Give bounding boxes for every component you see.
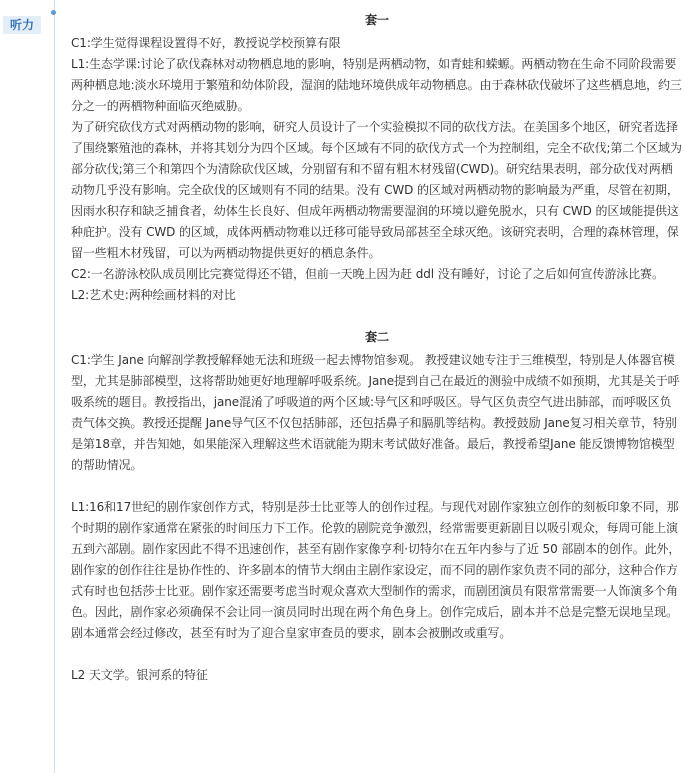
set2-l2: L2 天文学。银河系的特征 — [71, 668, 208, 682]
set1-c1: C1:学生觉得课程设置得不好，教授说学校预算有限 — [71, 36, 341, 50]
paragraph-gap — [71, 476, 683, 497]
set1-l1: L1:生态学课:讨论了砍伐森林对动物栖息地的影响，特别是两栖动物，如青蛙和蝾螈。两栖动物在生命不同阶段需要两种栖息地:淡水环境用于繁殖和幼体阶段，湿润的陆地环境供成年动物栖息。由于森林砍伐破坏了这些栖息地，约三分之一的两栖物种面临灭绝威胁。 — [71, 57, 682, 113]
listening-tag: 听力 — [3, 16, 41, 34]
notes-content — [71, 10, 683, 686]
timeline-dot — [51, 10, 56, 15]
set2-title: 套二 — [365, 330, 389, 344]
set2-l1: L1:16和17世纪的剧作家创作方式，特别是莎士比亚等人的创作过程。与现代对剧作家独立创作的刻板印象不同，那个时期的剧作家通常在紧张的时间压力下工作。伦敦的剧院竞争激烈，经常需要更新剧目以吸引观众，每周可能上演五到六部剧。剧作家因此不得不迅速创作，甚至有剧作家像亨利·切特尔在五年内参与了近 50 部剧本的创作。此外，剧作家的创作往往是协作性的、许多剧本的情节大纲由主剧作家设定，而不同的剧作家负责不同的部分，这种合作方式有时也包括莎士比亚。剧作家还需要考虑当时观众喜欢大型制作的需求，而剧团演员有限常常需要一人饰演多个角色。因此，剧作家必须确保不会让同一演员同时出现在两个角色身上。创作完成后，剧本并不总是完整无误地呈现。剧本通常会经过修改，甚至有时为了迎合皇家审查员的要求，剧本会被删改或重写。 — [71, 500, 681, 640]
paragraph-gap — [71, 644, 683, 665]
set1-c2: C2:一名游泳校队成员刚比完赛觉得还不错，但前一天晚上因为赶 ddl 没有睡好，讨论了之后如何宣传游泳比赛。 — [71, 267, 664, 281]
set2-c1: C1:学生 Jane 向解剖学教授解释她无法和班级一起去博物馆参观。 教授建议她专注于三维模型，特别是人体器官模型，尤其是肺部模型，这将帮助她更好地理解呼吸系统。Jane提到自己在最近的测验中成绩不如预期，尤其是关于呼吸系统的题目。教授指出，jane混淆了呼吸道的两个区域:导气区和呼吸区。导气区负责空气进出肺部，而呼吸区负责气体交换。教授还提醒 Jane导气区不仅包括肺部，还包括鼻子和膈肌等结构。教授鼓励 Jane复习相关章节，特别是第18章，并告知她，如果能深入理解这些术语就能为期末考试做好准备。最后，教授希望Jane 能反馈博物馆模型的帮助情况。 — [71, 353, 680, 472]
set1-l2: L2:艺术史:两种绘画材料的对比 — [71, 288, 236, 302]
set1-title: 套一 — [365, 13, 389, 27]
left-rail-line — [54, 0, 55, 773]
set1-l1-detail: 为了研究砍伐方式对两栖动物的影响，研究人员设计了一个实验模拟不同的砍伐方法。在美国多个地区，研究者选择了围绕繁殖池的森林，并将其划分为四个区域。每个区域有不同的砍伐方式一个为控制组，完全不砍伐;第二个区域为部分砍伐;第三个和第四个为清除砍伐区域，分别留有和不留有粗木材残留(CWD)。研究结果表明，部分砍伐对两栖动物几乎没有影响。完全砍伐的区域则有不同的结果。没有 CWD 的区域对两栖动物的影响最为严重，尽管在初期，因雨水积存和缺乏捕食者，幼体生长良好、但成年两栖动物需要湿润的环境以避免脱水，只有 CWD 的区域能提供这种庇护。没有 CWD 的区域，成体两栖动物难以迁移可能导致局部甚至全球灭绝。该研究表明，合理的森林管理，保留一些粗木材残留，可以为两栖动物提供更好的栖息条件。 — [71, 120, 682, 260]
section-gap — [71, 306, 683, 327]
